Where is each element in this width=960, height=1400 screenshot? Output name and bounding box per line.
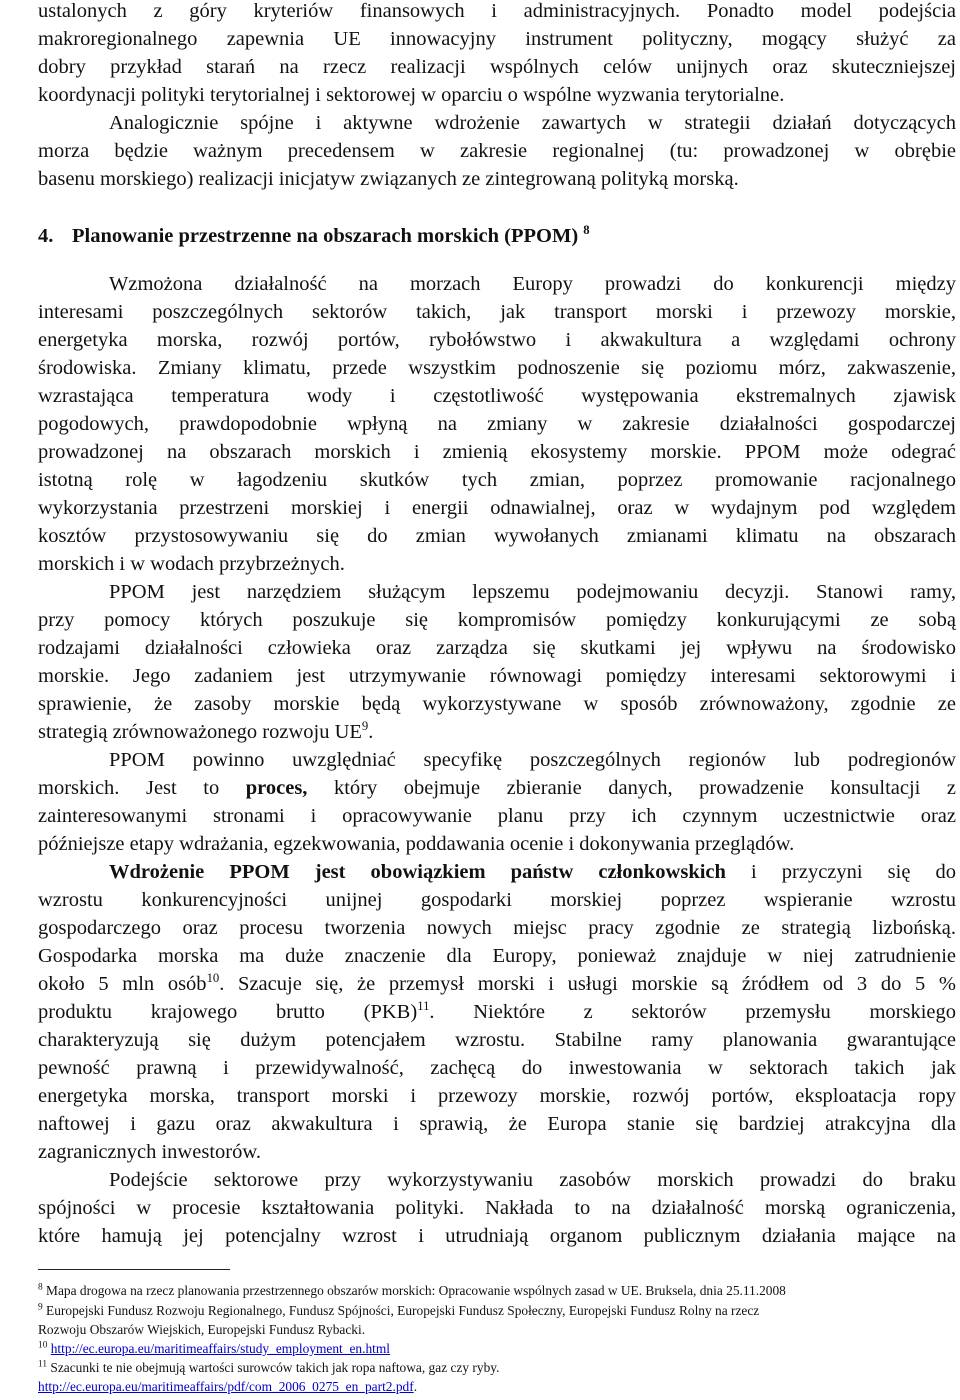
body-line: istotną rolę w łagodzeniu skutków tych zmian, poprzez promowanie racjonalnego bbox=[38, 469, 956, 491]
body-text: . Niektóre z sektorów przemysłu morskiego bbox=[429, 1001, 957, 1023]
body-line: spójności w procesie kształtowania polityki. Nakłada to na działalność morską ograniczenia, bbox=[38, 1197, 956, 1219]
footnote-ref: 9 bbox=[361, 719, 369, 734]
body-line: późniejsze etapy wdrażania, egzekwowania, poddawania ocenie i dokonywania przeglądów. bbox=[38, 833, 795, 855]
body-line: prowadzonej na obszarach morskich i zmienią ekosystemy morskie. PPOM może odegrać bbox=[38, 441, 956, 463]
footnote-11 bbox=[38, 1359, 956, 1377]
section-number: 4. bbox=[38, 225, 54, 247]
body-line: energetyka morska, rozwój portów, rybołówstwo i akwakultura a względami ochrony bbox=[38, 329, 956, 351]
emphasis: proces, bbox=[245, 777, 308, 799]
footnote-text: Szacunki te nie obejmują wartości surowców takich jak ropa naftowa, gaz czy ryby. bbox=[50, 1360, 500, 1375]
body-text: morskich. Jest to bbox=[38, 777, 246, 799]
body-line: środowiska. Zmiany klimatu, przede wszystkim podnoszenie się poziomu mórz, zakwaszenie, bbox=[38, 357, 956, 379]
body-line: które hamują jej potencjalny wzrost i utrudniają organom publicznym działania mające na bbox=[38, 1225, 956, 1247]
body-line bbox=[38, 998, 956, 1026]
footnote-number: 8 bbox=[38, 1282, 43, 1293]
body-line: wykorzystania przestrzeni morskiej i energii odnawialnej, oraz w wydajnym pod względem bbox=[38, 497, 956, 519]
body-text: który obejmuje zbieranie danych, prowadzenie konsultacji z bbox=[307, 777, 956, 799]
footnote-number: 9 bbox=[38, 1302, 43, 1313]
footnote-link[interactable]: http://ec.europa.eu/maritimeaffairs/pdf/com_2006_0275_en_part2.pdf bbox=[38, 1379, 414, 1394]
body-line: pewność prawną i przewidywalność, zachęcą do inwestowania w sektorach takich jak bbox=[38, 1057, 956, 1079]
body-line bbox=[38, 774, 956, 802]
body-line: morskie. Jego zadaniem jest utrzymywanie równowagi pomiędzy interesami sektorowymi i bbox=[38, 665, 956, 687]
body-line: basenu morskiego) realizacji inicjatyw związanych ze zintegrowaną polityką morską. bbox=[38, 168, 739, 190]
body-line: sprawienie, że zasoby morskie będą wykorzystywane w sposób zrównoważony, zgodnie ze bbox=[38, 693, 956, 715]
body-line: Wzmożona działalność na morzach Europy prowadzi do konkurencji między bbox=[109, 273, 956, 295]
body-text: . Szacuje się, że przemysł morski i usługi morskie są źródłem od 3 do 5 % bbox=[219, 973, 956, 995]
body-line: kosztów przystosowywaniu się do zmian wywołanych zmianami klimatu na obszarach bbox=[38, 525, 956, 547]
footnote-number: 10 bbox=[38, 1340, 48, 1351]
footnote-ref: 10 bbox=[206, 971, 220, 986]
body-text: i przyczyni się do bbox=[725, 861, 956, 883]
body-line: pogodowych, prawdopodobnie wpłyną na zmiany w zakresie działalności gospodarczej bbox=[38, 413, 956, 435]
footnote-9 bbox=[38, 1302, 956, 1320]
footnote-text: Europejski Fundusz Rozwoju Regionalnego, Fundusz Spójności, Europejski Fundusz Społeczny, Europejski Fundusz Rolny na rzecz bbox=[46, 1303, 760, 1318]
body-line: PPOM powinno uwzględniać specyfikę poszczególnych regionów lub podregionów bbox=[109, 749, 956, 771]
footnote-link[interactable]: http://ec.europa.eu/maritimeaffairs/study_employment_en.html bbox=[50, 1341, 390, 1356]
body-line bbox=[38, 970, 956, 998]
body-line: koordynacji polityki terytorialnej i sektorowej w oparciu o wspólne wyzwania terytorialne. bbox=[38, 84, 785, 106]
footnote-number: 11 bbox=[38, 1359, 48, 1370]
footnote-ref: 11 bbox=[417, 999, 430, 1014]
body-line: dobry przykład starań na rzecz realizacji wspólnych celów unijnych oraz skuteczniejszej bbox=[38, 56, 956, 78]
body-line: zagranicznych inwestorów. bbox=[38, 1141, 261, 1163]
section-title: Planowanie przestrzenne na obszarach morskich (PPOM) bbox=[72, 225, 579, 247]
body-text: produktu krajowego brutto (PKB) bbox=[38, 1001, 418, 1023]
body-line: zainteresowanymi stronami i opracowywanie planu przy ich czynnym uczestnictwie oraz bbox=[38, 805, 956, 827]
body-line: charakteryzują się dużym potencjałem wzrostu. Stabilne ramy planowania gwarantujące bbox=[38, 1029, 956, 1051]
body-line: wzrastająca temperatura wody i częstotliwość występowania ekstremalnych zjawisk bbox=[38, 385, 956, 407]
body-line: przy pomocy których poszukuje się kompromisów pomiędzy konkurującymi ze sobą bbox=[38, 609, 956, 631]
body-line bbox=[109, 858, 956, 886]
body-text: około 5 mln osób bbox=[38, 973, 207, 995]
body-line bbox=[38, 718, 373, 746]
footnote-text: Mapa drogowa na rzecz planowania przestrzennego obszarów morskich: Opracowanie wspólnych zasad w UE. Bruksela, dnia 25.11.2008 bbox=[46, 1283, 786, 1298]
footnote-divider bbox=[38, 1269, 230, 1270]
footnote-text: . bbox=[413, 1379, 418, 1394]
body-line: rodzajami działalności człowieka oraz zarządza się skutkami jej wpływu na środowisko bbox=[38, 637, 956, 659]
section-heading bbox=[38, 222, 590, 250]
body-line: wzrostu konkurencyjności unijnej gospodarki morskiej poprzez wspieranie wzrostu bbox=[38, 889, 956, 911]
body-line: morskich i w wodach przybrzeżnych. bbox=[38, 553, 345, 575]
footnote-11-continued bbox=[38, 1378, 956, 1396]
body-text: strategią zrównoważonego rozwoju UE bbox=[38, 721, 362, 743]
body-line: Analogicznie spójne i aktywne wdrożenie zawartych w strategii działań dotyczących bbox=[109, 112, 956, 134]
body-line: Gospodarka morska ma duże znaczenie dla Europy, ponieważ znajduje w niej zatrudnienie bbox=[38, 945, 956, 967]
body-line: energetyka morska, transport morski i przewozy morskie, rozwój portów, eksploatacja ropy bbox=[38, 1085, 956, 1107]
body-line: makroregionalnego zapewnia UE innowacyjny instrument polityczny, mogący służyć za bbox=[38, 28, 956, 50]
emphasis: Wdrożenie PPOM jest obowiązkiem państw członkowskich bbox=[109, 861, 726, 883]
footnote-8 bbox=[38, 1282, 956, 1300]
body-line: Podejście sektorowe przy wykorzystywaniu zasobów morskich prowadzi do braku bbox=[109, 1169, 956, 1191]
body-line: ustalonych z góry kryteriów finansowych i administracyjnych. Ponadto model podejścia bbox=[38, 0, 956, 22]
body-line: naftowej i gazu oraz akwakultura i sprawią, że Europa stanie się bardziej atrakcyjna dla bbox=[38, 1113, 956, 1135]
footnote-10 bbox=[38, 1340, 956, 1358]
body-line: interesami poszczególnych sektorów takich, jak transport morski i przewozy morskie, bbox=[38, 301, 956, 323]
footnote-ref: 8 bbox=[583, 223, 590, 238]
footnote-9-continued: Rozwoju Obszarów Wiejskich, Europejski Fundusz Rybacki. bbox=[38, 1322, 366, 1337]
body-line: PPOM jest narzędziem służącym lepszemu podejmowaniu decyzji. Stanowi ramy, bbox=[109, 581, 956, 603]
body-text: . bbox=[368, 721, 374, 743]
body-line: gospodarczego oraz procesu tworzenia nowych miejsc pracy zgodnie ze strategią lizbońską. bbox=[38, 917, 956, 939]
body-line: morza będzie ważnym precedensem w zakresie regionalnej (tu: prowadzonej w obrębie bbox=[38, 140, 956, 162]
